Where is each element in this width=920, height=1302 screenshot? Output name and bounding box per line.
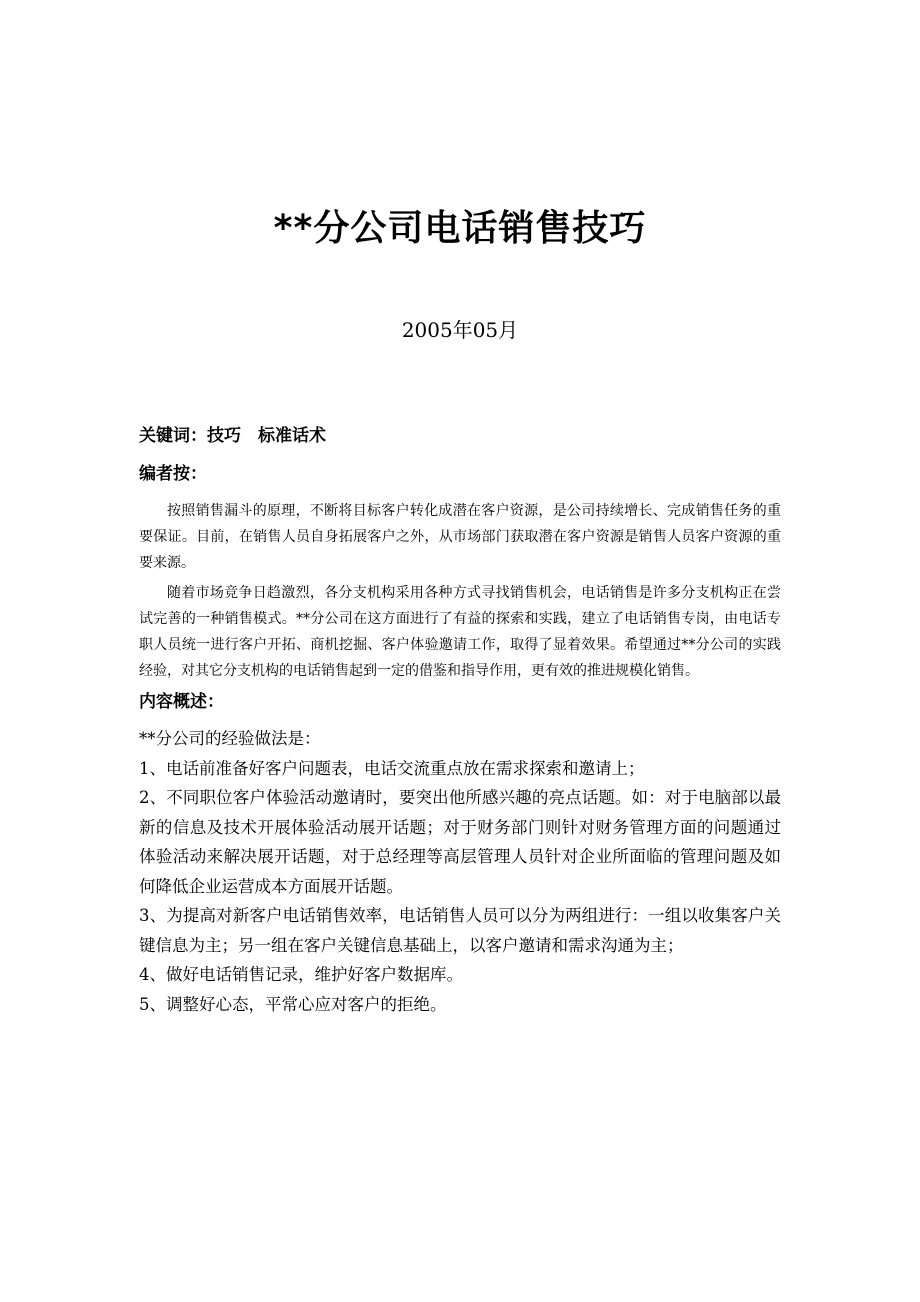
list-item: 4、做好电话销售记录，维护好客户数据库。 — [139, 965, 463, 984]
list-item: 3、为提高对新客户电话销售效率，电话销售人员可以分为两组进行：一组以收集客户关键信息为主；另一组在客户关键信息基础上，以客户邀请和需求沟通为主； — [139, 906, 781, 955]
document-body — [139, 422, 781, 1019]
list-item: 2、不同职位客户体验活动邀请时，要突出他所感兴趣的亮点话题。如：对于电脑部以最新的信息及技术开展体验活动展开话题；对于财务部门则针对财务管理方面的问题通过体验活动来解决展开话题，对于总经理等高层管理人员针对企业所面临的管理问题及如何降低企业运营成本方面展开话题。 — [139, 788, 781, 896]
overview-intro: **分公司的经验做法是： — [139, 729, 321, 748]
document-date: 2005年05月 — [401, 318, 519, 342]
keywords-line: 关键词：技巧 标准话术 — [139, 426, 326, 446]
document-title: **分公司电话销售技巧 — [273, 208, 647, 249]
overview-list — [139, 724, 781, 1019]
list-item: 5、调整好心态，平常心应对客户的拒绝。 — [139, 994, 447, 1014]
editor-paragraph: 随着市场竞争日趋激烈，各分支机构采用各种方式寻找销售机会，电话销售是许多分支机构正在尝试完善的一种销售模式。**分公司在这方面进行了有益的探索和实践，建立了电话销售专岗，由电话专职人员统一进行客户开拓、商机挖掘、客户体验邀请工作，取得了显着效果。希望通过**分公司的实践经验，对其它分支机构的电话销售起到一定的借鉴和指导作用，更有效的推进规模化销售。 — [139, 585, 781, 679]
editor-note-heading: 编者按： — [139, 464, 207, 484]
overview-heading: 内容概述： — [139, 692, 224, 712]
list-item: 1、电话前准备好客户问题表，电话交流重点放在需求探索和邀请上； — [139, 758, 645, 778]
editor-paragraph: 按照销售漏斗的原理，不断将目标客户转化成潜在客户资源，是公司持续增长、完成销售任务的重要保证。目前，在销售人员自身拓展客户之外，从市场部门获取潜在客户资源是销售人员客户资源的重要来源。 — [139, 503, 781, 571]
